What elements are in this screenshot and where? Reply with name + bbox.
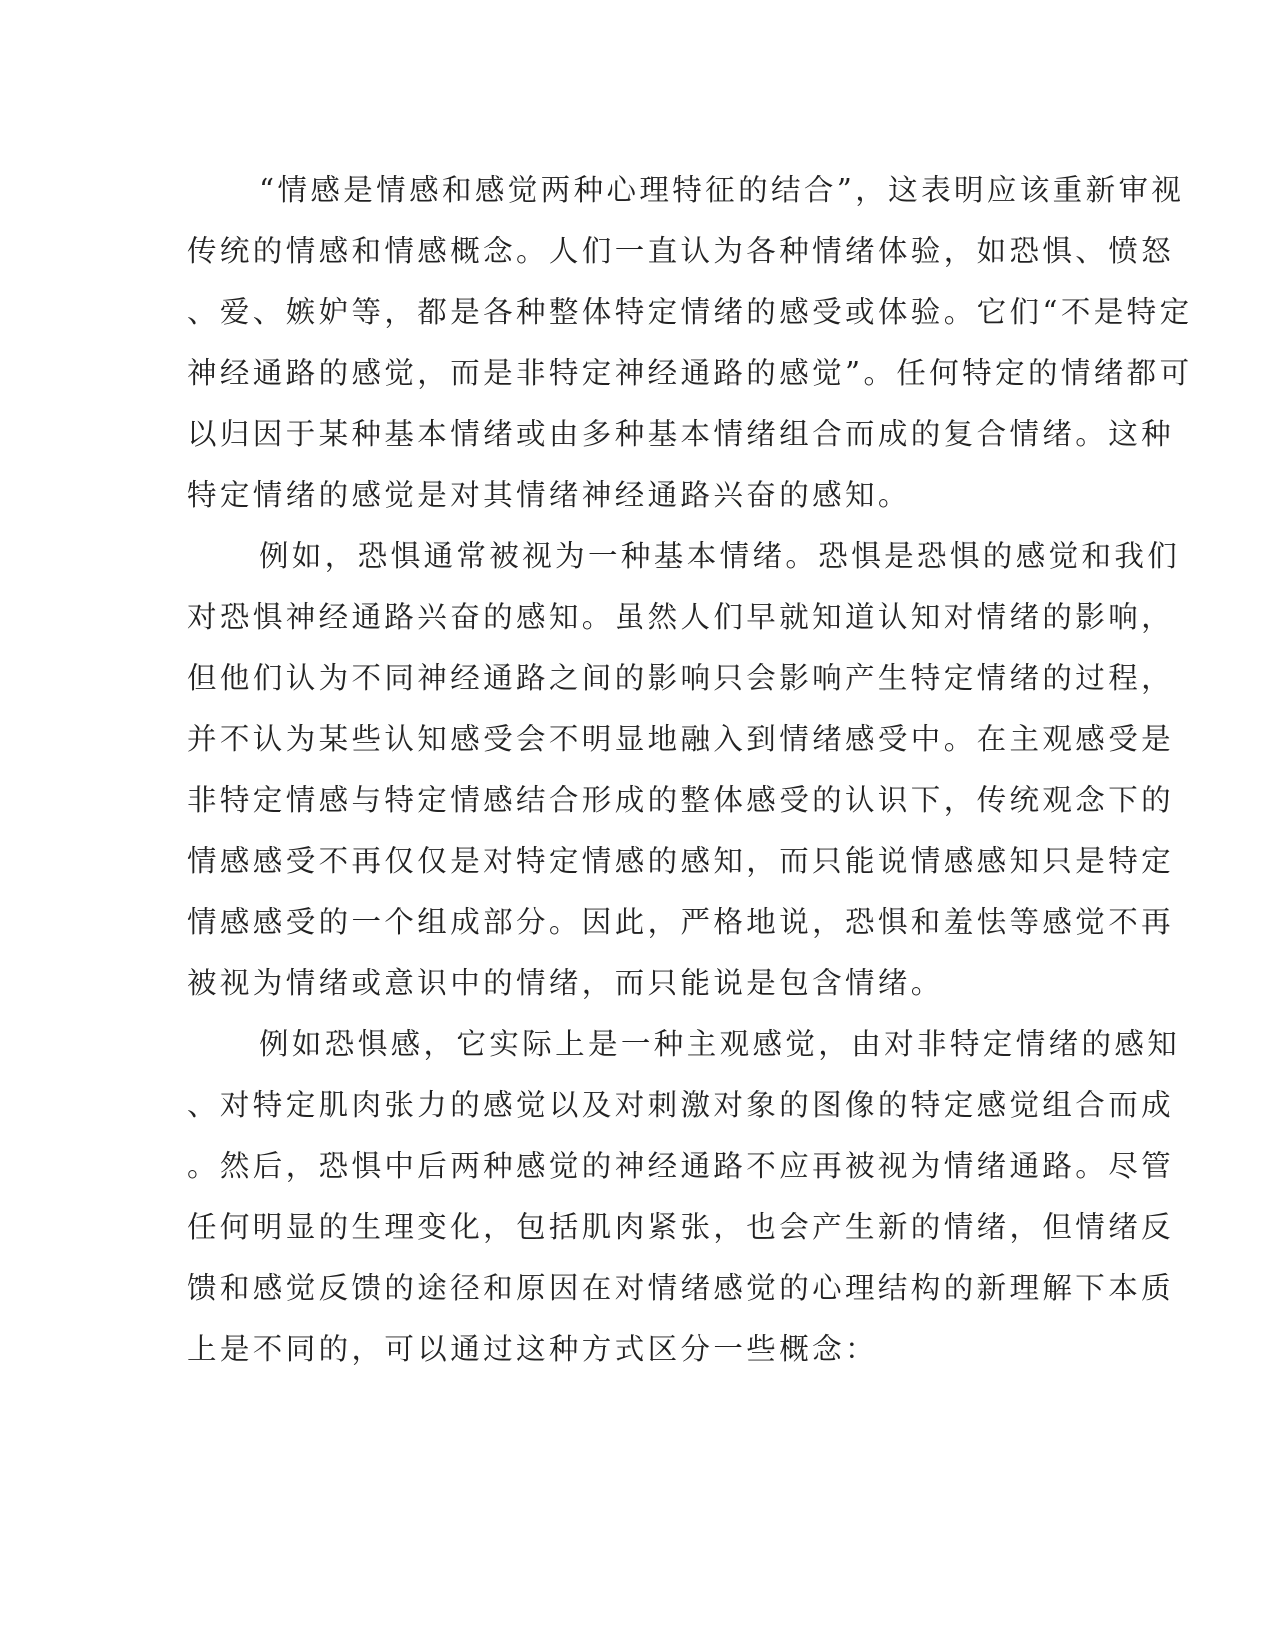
text-line: 、对特定肌肉张力的感觉以及对刺激对象的图像的特定感觉组合而成 bbox=[187, 1088, 1175, 1122]
paragraph-3 bbox=[187, 1014, 1181, 1380]
text-line: 例如，恐惧通常被视为一种基本情绪。恐惧是恐惧的感觉和我们 bbox=[259, 539, 1181, 573]
text-line: 情感感受的一个组成部分。因此，严格地说，恐惧和羞怯等感觉不再 bbox=[187, 905, 1175, 939]
paragraph-1 bbox=[187, 160, 1193, 526]
text-line: 对恐惧神经通路兴奋的感知。虽然人们早就知道认知对情绪的影响， bbox=[187, 600, 1175, 634]
text-line: 并不认为某些认知感受会不明显地融入到情绪感受中。在主观感受是 bbox=[187, 722, 1175, 756]
text-line: 特定情绪的感觉是对其情绪神经通路兴奋的感知。 bbox=[187, 478, 911, 512]
text-line: 被视为情绪或意识中的情绪，而只能说是包含情绪。 bbox=[187, 966, 944, 1000]
text-line: 情感感受不再仅仅是对特定情感的感知，而只能说情感感知只是特定 bbox=[187, 844, 1175, 878]
text-line: 例如恐惧感，它实际上是一种主观感觉，由对非特定情绪的感知 bbox=[259, 1027, 1181, 1061]
text-line: 上是不同的，可以通过这种方式区分一些概念： bbox=[187, 1332, 878, 1366]
text-line: 。然后，恐惧中后两种感觉的神经通路不应再被视为情绪通路。尽管 bbox=[187, 1149, 1175, 1183]
text-line: 馈和感觉反馈的途径和原因在对情绪感觉的心理结构的新理解下本质 bbox=[187, 1271, 1175, 1305]
text-line: 非特定情感与特定情感结合形成的整体感受的认识下，传统观念下的 bbox=[187, 783, 1175, 817]
text-line: 神经通路的感觉，而是非特定神经通路的感觉”。任何特定的情绪都可 bbox=[187, 356, 1193, 390]
text-line: 、爱、嫉妒等，都是各种整体特定情绪的感受或体验。它们“不是特定 bbox=[187, 295, 1193, 329]
paragraph-2 bbox=[187, 526, 1181, 1014]
document-body bbox=[187, 160, 1193, 1380]
text-line: 以归因于某种基本情绪或由多种基本情绪组合而成的复合情绪。这种 bbox=[187, 417, 1175, 451]
text-line: 任何明显的生理变化，包括肌肉紧张，也会产生新的情绪，但情绪反 bbox=[187, 1210, 1175, 1244]
text-line: 传统的情感和情感概念。人们一直认为各种情绪体验，如恐惧、愤怒 bbox=[187, 234, 1175, 268]
text-line: 但他们认为不同神经通路之间的影响只会影响产生特定情绪的过程， bbox=[187, 661, 1175, 695]
text-line: “情感是情感和感觉两种心理特征的结合”，这表明应该重新审视 bbox=[259, 173, 1185, 207]
